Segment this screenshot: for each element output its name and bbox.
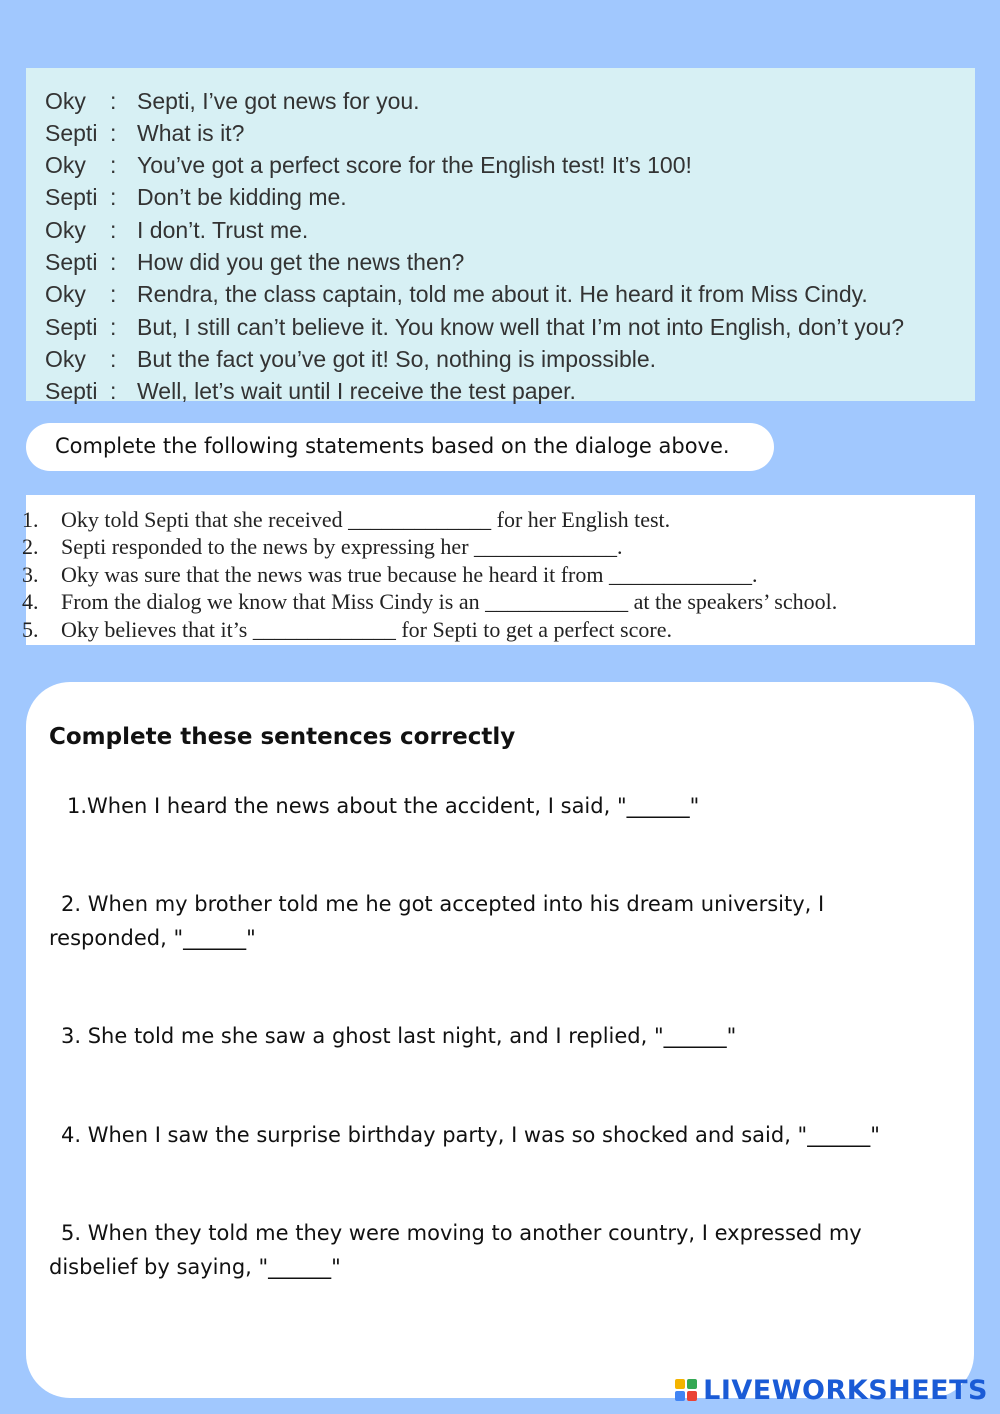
dialog-speaker: Oky: [45, 152, 86, 178]
dialog-text: I don’t. Trust me.: [137, 217, 309, 243]
statement-text: Septi responded to the news by expressing her _____________.: [61, 534, 623, 559]
statement-number: 4.: [22, 589, 39, 614]
dialog-speaker: Septi: [45, 120, 98, 146]
dialog-speaker: Septi: [45, 314, 98, 340]
instruction-text: Complete the following statements based on the dialoge above.: [55, 434, 730, 458]
exercise-item: 3. She told me she saw a ghost last night, and I replied, "______": [61, 1024, 737, 1048]
statement-text: Oky told Septi that she received _____________ for her English test.: [61, 507, 671, 532]
exercise-item: 5. When they told me they were moving to another country, I expressed my disbelief by saying, "______": [49, 1221, 862, 1279]
dialog-colon: :: [110, 217, 117, 243]
dialog-colon: :: [110, 249, 117, 275]
statement-number: 2.: [22, 534, 39, 559]
dialog-text: Well, let’s wait until I receive the test paper.: [137, 378, 576, 404]
dialog-colon: :: [110, 120, 117, 146]
statement-number: 3.: [22, 562, 39, 587]
dialog-speaker: Septi: [45, 184, 98, 210]
dialog-colon: :: [110, 88, 117, 114]
exercise-title: Complete these sentences correctly: [49, 724, 516, 750]
dialog-text: Rendra, the class captain, told me about it. He heard it from Miss Cindy.: [137, 281, 868, 307]
dialog-text: You’ve got a perfect score for the English test! It’s 100!: [137, 152, 692, 178]
dialog-text: Septi, I’ve got news for you.: [137, 88, 420, 114]
dialog-colon: :: [110, 378, 117, 404]
exercise-card: [26, 682, 974, 1398]
brand-text: LIVEWORKSHEETS: [703, 1374, 988, 1406]
statement-text: From the dialog we know that Miss Cindy is an _____________ at the speakers’ school.: [61, 589, 838, 614]
dialog-colon: :: [110, 346, 117, 372]
dialog-speaker: Oky: [45, 281, 86, 307]
liveworksheets-logo-icon: [675, 1379, 697, 1401]
liveworksheets-brand[interactable]: [675, 1372, 988, 1408]
dialog-colon: :: [110, 152, 117, 178]
dialog-colon: :: [110, 184, 117, 210]
dialog-colon: :: [110, 314, 117, 340]
statement-number: 5.: [22, 617, 39, 642]
dialog-speaker: Septi: [45, 249, 98, 275]
dialog-text: How did you get the news then?: [137, 249, 465, 275]
dialog-speaker: Oky: [45, 217, 86, 243]
statements-box: [22, 495, 975, 645]
dialog-speaker: Oky: [45, 88, 86, 114]
statement-text: Oky believes that it’s _____________ for Septi to get a perfect score.: [61, 617, 672, 642]
instruction-pill: [26, 423, 774, 471]
dialog-text: But the fact you’ve got it! So, nothing is impossible.: [137, 346, 657, 372]
statement-text: Oky was sure that the news was true because he heard it from _____________.: [61, 562, 758, 587]
dialog-text: But, I still can’t believe it. You know well that I’m not into English, don’t you?: [137, 314, 905, 340]
dialog-speaker: Septi: [45, 378, 98, 404]
dialog-text: Don’t be kidding me.: [137, 184, 347, 210]
exercise-item: 4. When I saw the surprise birthday party, I was so shocked and said, "______": [61, 1123, 880, 1147]
dialog-text: What is it?: [137, 120, 245, 146]
dialog-speaker: Oky: [45, 346, 86, 372]
exercise-item: 2. When my brother told me he got accepted into his dream university, I responded, "______": [49, 892, 825, 950]
statement-number: 1.: [22, 507, 39, 532]
dialog-colon: :: [110, 281, 117, 307]
exercise-item: 1.When I heard the news about the accident, I said, "______": [67, 794, 700, 818]
dialog-box: [26, 68, 975, 404]
